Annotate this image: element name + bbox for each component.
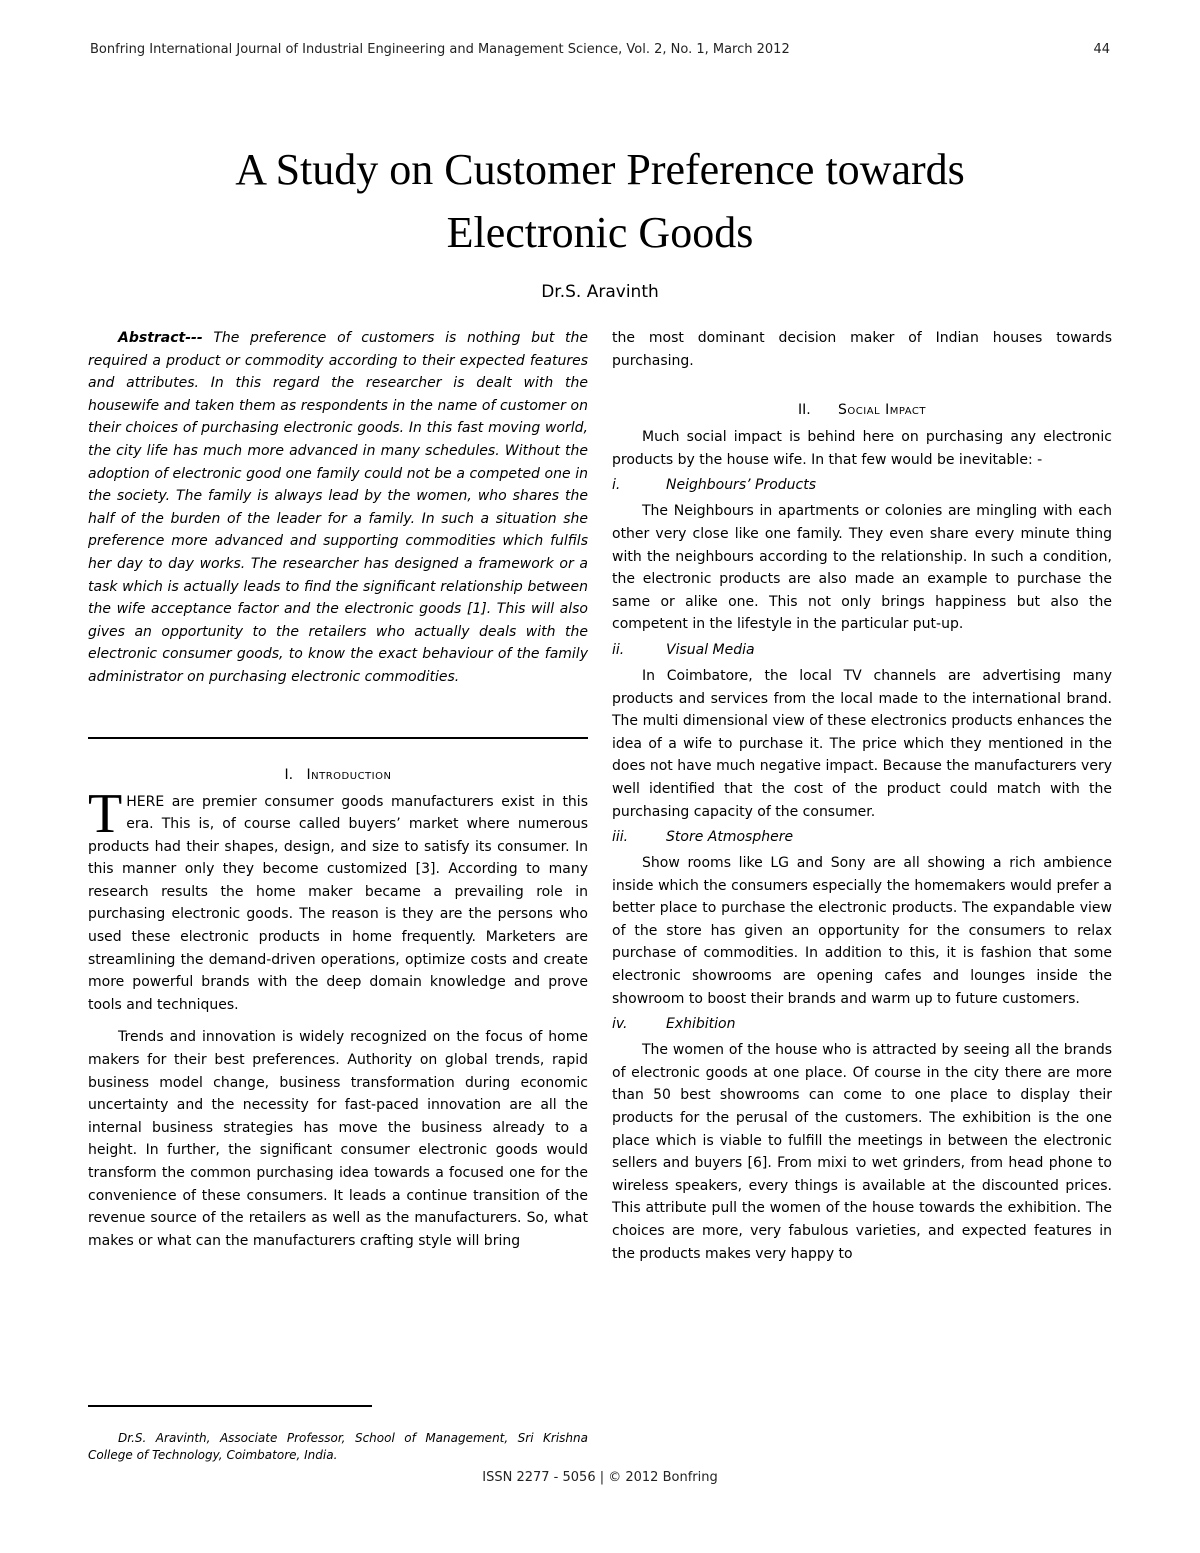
footnote-divider [88, 1405, 372, 1407]
subsection-paragraph-store-atmosphere: Show rooms like LG and Sony are all showing a rich ambience inside which the consumers especially the homemakers would prefer a better place to purchase the electronic products. The expandable view of the store has given an opportunity for the consumers to relax purchase of commodities. In addition to this, it is fashion that some electronic showrooms are opening cafes and lounges inside the showroom to boost their brands and warm up to future customers. [612, 855, 1112, 1007]
subsection-number: iii. [612, 829, 629, 846]
left-column [88, 327, 588, 1252]
section-heading-social-impact [612, 394, 1112, 426]
subsection-title: Store Atmosphere [666, 829, 794, 846]
page-footer: ISSN 2277 - 5056 | © 2012 Bonfring [482, 1470, 718, 1485]
paper-title [90, 138, 1110, 264]
title-line-1: A Study on Customer Preference towards [235, 145, 965, 194]
running-header [90, 42, 1110, 64]
abstract-label: Abstract--- [118, 330, 203, 346]
subsection-heading-store-atmosphere [612, 823, 1112, 852]
subsection-title: Neighbours’ Products [666, 477, 817, 494]
intro-paragraph-1-text: HERE are premier consumer goods manufacturers exist in this era. This is, of course called buyers’ market where numerous products had their shapes, design, and size to satisfy its consumer. In this manner only they become customized [3]. According to many research results the home maker became a prevailing role in purchasing electronic goods. The reason is they are the persons who used these electronic products in home frequently. Marketers are streamlining the demand-driven operations, optimize costs and create more powerful brands with the deep domain knowledge and prove tools and techniques. [88, 793, 588, 1013]
subsection-heading-visual-media [612, 636, 1112, 665]
subsection-title: Exhibition [666, 1016, 736, 1033]
journal-citation: Bonfring International Journal of Industrial Engineering and Management Science, Vol. 2, No. 1, March 2012 [90, 42, 790, 57]
abstract [88, 327, 588, 689]
drop-cap: T [88, 782, 123, 845]
intro-paragraph-1 [88, 782, 588, 1017]
subsection-paragraph-visual-media: In Coimbatore, the local TV channels are advertising many products and services from the local made to the international brand. The multi dimensional view of these electronics products enhances the idea of a wife to purchase it. The price which they mentioned in the does not have much negative impact. Because the manufacturers very well identified that the cost of the product could match with the purchasing capacity of the consumer. [612, 667, 1112, 820]
title-line-2: Electronic Goods [446, 208, 754, 257]
intro-paragraph-2: Trends and innovation is widely recognized on the focus of home makers for their best preferences. Authority on global trends, rapid business model change, business transformation during economic uncertainty and the necessity for fast-paced innovation are all the internal business strategies has move the business already to a height. In further, the significant consumer electronic goods would transform the common purchasing idea towards a focused one for the convenience of these consumers. It leads a continue transition of the revenue source of the retailers as well as the manufacturers. So, what makes or what can the manufacturers crafting style will bring [88, 1029, 588, 1249]
social-impact-intro: Much social impact is behind here on purchasing any electronic products by the house wife. In that few would be inevitable: - [612, 429, 1112, 468]
subsection-number: i. [612, 477, 621, 494]
subsection-paragraph-exhibition: The women of the house who is attracted by seeing all the brands of electronic goods at one place. Of course in the city there are more than 50 best showrooms can come to one place to display their products for the perusal of the customers. The exhibition is the one place which is viable to fulfill the meetings in between the electronic sellers and buyers [6]. From mixi to wet grinders, from head phone to wireless speakers, every things is available at the discounted prices. This attribute pull the women of the house towards the exhibition. The choices are more, very fabulous varieties, and expected features in the products makes very happy to [612, 1042, 1112, 1262]
author-name: Dr.S. Aravinth [541, 282, 659, 302]
subsection-paragraph-neighbours: The Neighbours in apartments or colonies are mingling with each other very close like one family. They even share every minute thing with the neighbours according to the relationship. In such a condition, the electronic products are also made an example to purchase the same or alike one. This not only brings happiness but also the competent in the lifestyle in the particular put-up. [612, 503, 1112, 633]
subsection-heading-neighbours [612, 471, 1112, 500]
section-title: Social Impact [838, 402, 926, 419]
intro-continued-paragraph: the most dominant decision maker of Indian houses towards purchasing. [612, 330, 1112, 369]
right-column [612, 327, 1112, 1265]
author-footnote: Dr.S. Aravinth, Associate Professor, School of Management, Sri Krishna College of Technology, Coimbatore, India. [88, 1431, 588, 1462]
section-heading-introduction [88, 759, 588, 791]
subsection-heading-exhibition [612, 1010, 1112, 1039]
subsection-number: ii. [612, 641, 625, 658]
subsection-title: Visual Media [666, 641, 755, 658]
section-number: I. [284, 766, 294, 783]
section-title: Introduction [306, 766, 392, 783]
page-number: 44 [1093, 42, 1110, 57]
subsection-number: iv. [612, 1016, 628, 1033]
abstract-text: The preference of customers is nothing but the required a product or commodity according to their expected features and attributes. In this regard the researcher is dealt with the housewife and taken them as respondents in the name of customer on their choices of purchasing electronic goods. In this fast moving world, the city life has much more advanced in many schedules. Without the adoption of electronic good one family could not be a competed one in the society. The family is always lead by the women, who shares the half of the burden of the leader for a family. In such a situation she preference more advanced and supporting commodities which fulfils her day to day works. The researcher has designed a framework or a task which is actually leads to find the significant relationship between the wife acceptance factor and the electronic goods [1]. This will also gives an opportunity to the retailers who actually deals with the electronic consumer goods, to know the exact behaviour of the family administrator on purchasing electronic commodities. [88, 330, 588, 685]
section-number: II. [798, 402, 811, 419]
